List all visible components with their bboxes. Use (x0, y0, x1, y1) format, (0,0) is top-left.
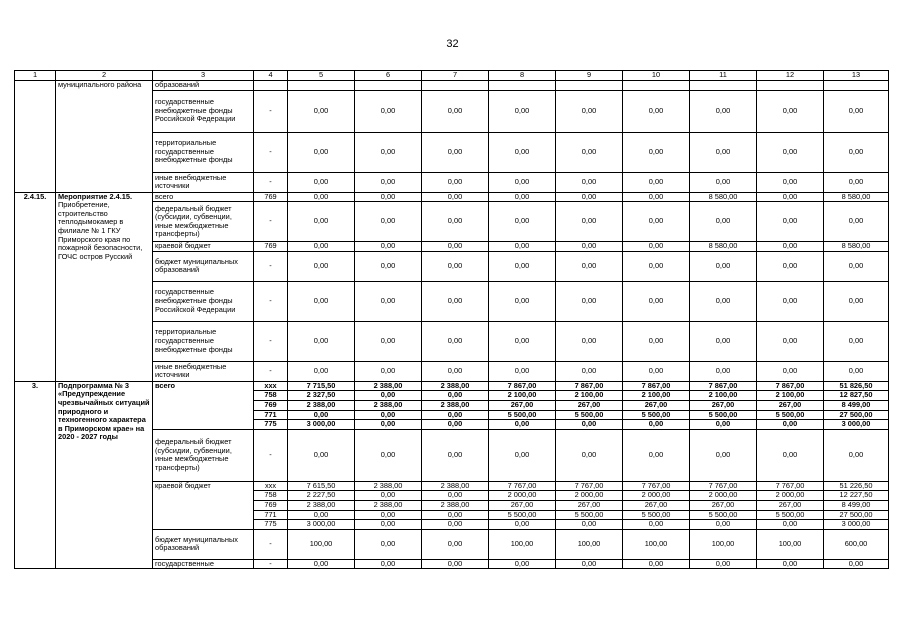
value-cell: 0,00 (757, 251, 824, 281)
value-cell: 0,00 (355, 529, 422, 559)
value-cell: 0,00 (355, 321, 422, 361)
value-cell: 0,00 (757, 520, 824, 530)
value-cell: 100,00 (623, 529, 690, 559)
value-cell: 12 227,50 (824, 491, 889, 501)
funding-source: иные внебюджетные источники (153, 172, 254, 192)
value-cell: 8 580,00 (824, 242, 889, 252)
value-cell: 0,00 (355, 429, 422, 481)
value-cell: 0,00 (824, 90, 889, 132)
value-cell: 267,00 (623, 500, 690, 510)
value-cell: 0,00 (690, 251, 757, 281)
value-cell: 0,00 (489, 90, 556, 132)
value-cell: 0,00 (556, 420, 623, 430)
budget-code: - (254, 172, 288, 192)
value-cell: 0,00 (556, 172, 623, 192)
value-cell: 100,00 (690, 529, 757, 559)
value-cell: 2 000,00 (623, 491, 690, 501)
budget-code: - (254, 251, 288, 281)
value-cell: 0,00 (422, 491, 489, 501)
value-cell: 5 500,00 (757, 410, 824, 420)
value-cell: 0,00 (489, 361, 556, 381)
value-cell: 0,00 (355, 410, 422, 420)
value-cell: 0,00 (355, 559, 422, 569)
value-cell: 0,00 (556, 132, 623, 172)
value-cell: 0,00 (623, 192, 690, 202)
value-cell: 7 767,00 (690, 481, 757, 491)
value-cell: 3 000,00 (288, 520, 355, 530)
funding-source: краевой бюджет (153, 242, 254, 252)
value-cell: 0,00 (355, 361, 422, 381)
value-cell: 267,00 (690, 500, 757, 510)
value-cell: 100,00 (757, 529, 824, 559)
value-cell: 0,00 (355, 391, 422, 401)
value-cell: 0,00 (489, 420, 556, 430)
value-cell: 0,00 (757, 132, 824, 172)
value-cell: 7 867,00 (757, 381, 824, 391)
value-cell: 0,00 (690, 420, 757, 430)
value-cell: 0,00 (690, 202, 757, 242)
table-row (15, 192, 889, 202)
value-cell: 0,00 (355, 420, 422, 430)
value-cell: 7 867,00 (489, 381, 556, 391)
value-cell: 0,00 (288, 559, 355, 569)
value-cell: 0,00 (623, 90, 690, 132)
value-cell: 2 000,00 (757, 491, 824, 501)
value-cell: 0,00 (422, 132, 489, 172)
value-cell: 0,00 (690, 90, 757, 132)
value-cell: 27 500,00 (824, 410, 889, 420)
measure-title: Мероприятие 2.4.15. (58, 192, 133, 201)
value-cell (489, 81, 556, 91)
value-cell: 0,00 (355, 510, 422, 520)
value-cell: 2 100,00 (623, 391, 690, 401)
value-cell: 0,00 (556, 361, 623, 381)
value-cell: 2 388,00 (422, 400, 489, 410)
value-cell: 0,00 (355, 242, 422, 252)
budget-code: 771 (254, 410, 288, 420)
column-number: 12 (757, 71, 824, 81)
value-cell: 0,00 (422, 321, 489, 361)
budget-code: - (254, 321, 288, 361)
value-cell: 5 500,00 (690, 510, 757, 520)
row-number: 2.4.15. (15, 192, 56, 381)
value-cell: 51 226,50 (824, 481, 889, 491)
value-cell (757, 81, 824, 91)
budget-code: 771 (254, 510, 288, 520)
value-cell: 0,00 (489, 202, 556, 242)
value-cell: 0,00 (556, 242, 623, 252)
value-cell: 2 100,00 (556, 391, 623, 401)
funding-source: бюджет муниципальных образований (153, 251, 254, 281)
value-cell: 0,00 (422, 429, 489, 481)
budget-code: - (254, 361, 288, 381)
value-cell: 0,00 (355, 192, 422, 202)
funding-source: государственные внебюджетные фонды Российской Федерации (153, 281, 254, 321)
value-cell: 2 388,00 (355, 481, 422, 491)
value-cell: 0,00 (623, 242, 690, 252)
budget-code: 758 (254, 491, 288, 501)
value-cell: 2 388,00 (422, 381, 489, 391)
value-cell: 0,00 (824, 202, 889, 242)
value-cell: 0,00 (355, 251, 422, 281)
measure-name: муниципального района (56, 81, 153, 193)
value-cell: 0,00 (757, 172, 824, 192)
value-cell: 0,00 (422, 529, 489, 559)
value-cell: 0,00 (489, 192, 556, 202)
budget-code: - (254, 132, 288, 172)
value-cell (556, 81, 623, 91)
budget-code: ххх (254, 381, 288, 391)
value-cell: 0,00 (623, 132, 690, 172)
page-number: 32 (446, 38, 459, 50)
value-cell: 8 499,00 (824, 400, 889, 410)
value-cell: 0,00 (288, 251, 355, 281)
budget-code: - (254, 559, 288, 569)
value-cell (690, 81, 757, 91)
value-cell: 0,00 (489, 132, 556, 172)
value-cell: 0,00 (422, 242, 489, 252)
column-number: 10 (623, 71, 690, 81)
value-cell: 0,00 (288, 90, 355, 132)
value-cell: 0,00 (355, 90, 422, 132)
value-cell: 0,00 (556, 520, 623, 530)
budget-code: 758 (254, 391, 288, 401)
value-cell: 0,00 (556, 559, 623, 569)
value-cell: 2 227,50 (288, 491, 355, 501)
value-cell: 100,00 (489, 529, 556, 559)
budget-code: 769 (254, 242, 288, 252)
budget-code: 769 (254, 192, 288, 202)
value-cell: 100,00 (556, 529, 623, 559)
budget-code: - (254, 281, 288, 321)
value-cell: 5 500,00 (623, 510, 690, 520)
value-cell: 0,00 (623, 420, 690, 430)
value-cell: 8 499,00 (824, 500, 889, 510)
value-cell: 0,00 (489, 429, 556, 481)
value-cell: 0,00 (355, 172, 422, 192)
budget-code: - (254, 429, 288, 481)
value-cell: 0,00 (556, 281, 623, 321)
value-cell: 2 000,00 (690, 491, 757, 501)
value-cell: 100,00 (288, 529, 355, 559)
value-cell: 267,00 (556, 500, 623, 510)
value-cell: 5 500,00 (556, 410, 623, 420)
value-cell: 5 500,00 (623, 410, 690, 420)
value-cell: 0,00 (288, 132, 355, 172)
value-cell: 3 000,00 (824, 420, 889, 430)
value-cell: 12 827,50 (824, 391, 889, 401)
value-cell: 3 000,00 (824, 520, 889, 530)
value-cell: 0,00 (355, 132, 422, 172)
value-cell: 2 388,00 (355, 500, 422, 510)
value-cell: 7 767,00 (757, 481, 824, 491)
budget-code (254, 81, 288, 91)
funding-source: территориальные государственные внебюджетные фонды (153, 321, 254, 361)
value-cell: 0,00 (824, 361, 889, 381)
value-cell: 51 826,50 (824, 381, 889, 391)
column-number: 7 (422, 71, 489, 81)
value-cell: 267,00 (757, 500, 824, 510)
value-cell: 2 388,00 (355, 381, 422, 391)
value-cell: 2 388,00 (355, 400, 422, 410)
budget-code: - (254, 90, 288, 132)
value-cell: 0,00 (422, 420, 489, 430)
column-number: 1 (15, 71, 56, 81)
funding-source: всего (153, 192, 254, 202)
value-cell: 0,00 (422, 559, 489, 569)
budget-code: ххх (254, 481, 288, 491)
value-cell: 600,00 (824, 529, 889, 559)
column-number: 13 (824, 71, 889, 81)
value-cell: 0,00 (288, 510, 355, 520)
value-cell: 2 100,00 (757, 391, 824, 401)
value-cell: 0,00 (489, 321, 556, 361)
value-cell: 0,00 (757, 281, 824, 321)
value-cell: 0,00 (422, 281, 489, 321)
value-cell: 0,00 (288, 242, 355, 252)
budget-code: 769 (254, 400, 288, 410)
value-cell: 0,00 (757, 202, 824, 242)
value-cell: 5 500,00 (489, 410, 556, 420)
value-cell: 0,00 (288, 321, 355, 361)
value-cell: 0,00 (489, 251, 556, 281)
value-cell: 0,00 (623, 559, 690, 569)
funding-source: территориальные государственные внебюджетные фонды (153, 132, 254, 172)
value-cell: 0,00 (757, 429, 824, 481)
budget-code: 775 (254, 520, 288, 530)
value-cell: 0,00 (623, 429, 690, 481)
value-cell: 0,00 (623, 361, 690, 381)
value-cell: 0,00 (757, 192, 824, 202)
value-cell: 8 580,00 (824, 192, 889, 202)
value-cell: 267,00 (623, 400, 690, 410)
value-cell: 0,00 (489, 520, 556, 530)
value-cell: 0,00 (757, 242, 824, 252)
value-cell: 0,00 (422, 172, 489, 192)
column-number: 8 (489, 71, 556, 81)
value-cell: 7 867,00 (556, 381, 623, 391)
value-cell: 0,00 (355, 520, 422, 530)
budget-code: - (254, 529, 288, 559)
value-cell (623, 81, 690, 91)
value-cell: 267,00 (489, 400, 556, 410)
value-cell: 0,00 (489, 281, 556, 321)
funding-source: всего (153, 381, 254, 429)
row-number: 3. (15, 381, 56, 569)
funding-source: федеральный бюджет (субсидии, субвенции, иные межбюджетные трансферты) (153, 429, 254, 481)
value-cell: 0,00 (690, 361, 757, 381)
value-cell: 0,00 (422, 361, 489, 381)
value-cell: 3 000,00 (288, 420, 355, 430)
row-number (15, 81, 56, 193)
value-cell: 0,00 (757, 321, 824, 361)
table-row (15, 381, 889, 391)
value-cell: 0,00 (824, 251, 889, 281)
value-cell: 267,00 (690, 400, 757, 410)
value-cell: 0,00 (690, 281, 757, 321)
value-cell: 0,00 (489, 242, 556, 252)
value-cell: 2 327,50 (288, 391, 355, 401)
value-cell: 0,00 (422, 202, 489, 242)
funding-source: государственные внебюджетные фонды Российской Федерации (153, 90, 254, 132)
value-cell: 0,00 (690, 321, 757, 361)
value-cell: 5 500,00 (489, 510, 556, 520)
value-cell: 7 767,00 (489, 481, 556, 491)
funding-source: бюджет муниципальных образований (153, 529, 254, 559)
value-cell: 0,00 (422, 520, 489, 530)
table-row (15, 81, 889, 91)
value-cell: 8 580,00 (690, 192, 757, 202)
value-cell: 0,00 (757, 420, 824, 430)
value-cell: 7 767,00 (556, 481, 623, 491)
value-cell: 0,00 (288, 410, 355, 420)
value-cell: 2 000,00 (489, 491, 556, 501)
value-cell: 5 500,00 (690, 410, 757, 420)
value-cell: 0,00 (824, 172, 889, 192)
value-cell: 0,00 (824, 281, 889, 321)
value-cell: 0,00 (288, 172, 355, 192)
value-cell: 0,00 (623, 281, 690, 321)
value-cell: 0,00 (422, 391, 489, 401)
value-cell: 0,00 (757, 361, 824, 381)
value-cell: 0,00 (623, 251, 690, 281)
value-cell: 0,00 (422, 510, 489, 520)
value-cell: 0,00 (623, 321, 690, 361)
value-cell: 2 000,00 (556, 491, 623, 501)
column-number: 5 (288, 71, 355, 81)
value-cell: 0,00 (556, 429, 623, 481)
value-cell: 0,00 (422, 90, 489, 132)
budget-code: - (254, 202, 288, 242)
value-cell: 2 100,00 (690, 391, 757, 401)
funding-source: федеральный бюджет (субсидии, субвенции, иные межбюджетные трансферты) (153, 202, 254, 242)
funding-source: государственные (153, 559, 254, 569)
header-row (15, 71, 889, 81)
value-cell: 0,00 (288, 192, 355, 202)
value-cell: 0,00 (690, 172, 757, 192)
value-cell: 267,00 (489, 500, 556, 510)
value-cell: 7 867,00 (623, 381, 690, 391)
value-cell: 0,00 (824, 132, 889, 172)
value-cell: 0,00 (422, 192, 489, 202)
value-cell: 7 615,50 (288, 481, 355, 491)
value-cell (422, 81, 489, 91)
value-cell: 0,00 (824, 559, 889, 569)
value-cell: 27 500,00 (824, 510, 889, 520)
value-cell: 0,00 (623, 172, 690, 192)
value-cell: 7 767,00 (623, 481, 690, 491)
funding-source: иные внебюджетные источники (153, 361, 254, 381)
value-cell (288, 81, 355, 91)
column-number: 11 (690, 71, 757, 81)
budget-code: 769 (254, 500, 288, 510)
value-cell: 0,00 (556, 202, 623, 242)
value-cell: 0,00 (690, 132, 757, 172)
value-cell (355, 81, 422, 91)
value-cell: 0,00 (288, 202, 355, 242)
column-number: 9 (556, 71, 623, 81)
value-cell: 0,00 (422, 251, 489, 281)
value-cell: 0,00 (690, 559, 757, 569)
value-cell: 0,00 (757, 90, 824, 132)
value-cell: 0,00 (556, 192, 623, 202)
value-cell: 0,00 (824, 321, 889, 361)
measure-description: Приобретение, строительство теплодымокамер в филиале № 1 ГКУ Приморского края по пожарной безопасности, ГОЧС остров Русский (58, 200, 143, 261)
value-cell: 0,00 (623, 202, 690, 242)
value-cell (824, 81, 889, 91)
budget-code: 775 (254, 420, 288, 430)
measure-name (56, 192, 153, 381)
value-cell: 0,00 (288, 429, 355, 481)
value-cell: 8 580,00 (690, 242, 757, 252)
funding-source: образований (153, 81, 254, 91)
funding-source: краевой бюджет (153, 481, 254, 529)
subprogram-name: Подпрограмма № 3 «Предупреждение чрезвычайных ситуаций природного и техногенного характера в Приморском крае» на 2020 - 2027 годы (56, 381, 153, 569)
value-cell: 0,00 (355, 491, 422, 501)
value-cell: 0,00 (690, 429, 757, 481)
column-number: 6 (355, 71, 422, 81)
value-cell: 2 100,00 (489, 391, 556, 401)
value-cell: 7 867,00 (690, 381, 757, 391)
value-cell: 0,00 (690, 520, 757, 530)
value-cell: 5 500,00 (757, 510, 824, 520)
column-number: 4 (254, 71, 288, 81)
value-cell: 2 388,00 (422, 481, 489, 491)
value-cell: 2 388,00 (288, 500, 355, 510)
value-cell: 0,00 (288, 281, 355, 321)
value-cell: 0,00 (489, 172, 556, 192)
value-cell: 0,00 (355, 202, 422, 242)
column-number: 3 (153, 71, 254, 81)
value-cell: 7 715,50 (288, 381, 355, 391)
value-cell: 0,00 (422, 410, 489, 420)
value-cell: 0,00 (556, 90, 623, 132)
value-cell: 2 388,00 (422, 500, 489, 510)
value-cell: 0,00 (288, 361, 355, 381)
value-cell: 5 500,00 (556, 510, 623, 520)
value-cell: 0,00 (757, 559, 824, 569)
value-cell: 0,00 (556, 251, 623, 281)
value-cell: 267,00 (556, 400, 623, 410)
value-cell: 2 388,00 (288, 400, 355, 410)
value-cell: 267,00 (757, 400, 824, 410)
value-cell: 0,00 (824, 429, 889, 481)
value-cell: 0,00 (623, 520, 690, 530)
value-cell: 0,00 (556, 321, 623, 361)
value-cell: 0,00 (355, 281, 422, 321)
column-number: 2 (56, 71, 153, 81)
budget-table (14, 70, 889, 569)
value-cell: 0,00 (489, 559, 556, 569)
